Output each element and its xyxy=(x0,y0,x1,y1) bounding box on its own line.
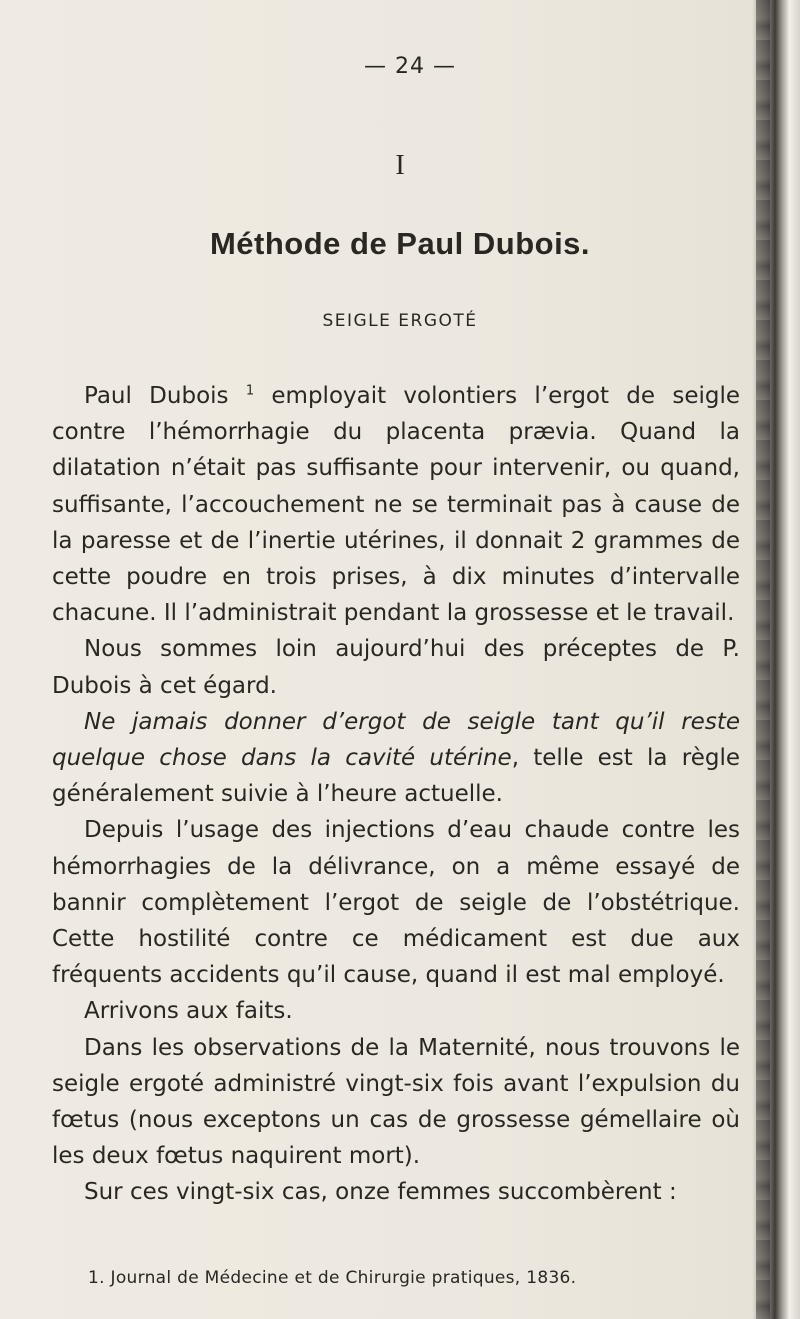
paragraph-1: Paul Dubois $^1$ employait volontiers l’ergot de seigle contre l’hémorrhagie du placenta prævia. Quand la dilatation n’était pas suffisante pour intervenir, ou quand, suffisante, l’accouchement ne se terminait pas à cause de la paresse et de l’inertie utérines, il donnait 2 grammes de cette poudre en trois prises, à dix minutes d’intervalle chacune. Il l’administrait pendant la grossesse et le travail. xyxy=(52,383,741,627)
page-number: — 24 — xyxy=(364,54,456,79)
footnote: 1. Journal de Médecine et de Chirurgie pratiques, 1836. xyxy=(88,1268,577,1288)
paragraph-2: Nous sommes loin aujourd’hui des préceptes de P. Dubois à cet égard. xyxy=(52,636,740,699)
section-title: Méthode de Paul Dubois. xyxy=(209,226,591,261)
paragraph-7: Sur ces vingt-six cas, onze femmes succombèrent : xyxy=(84,1179,677,1206)
paragraph-6: Dans les observations de la Maternité, nous trouvons le seigle ergoté administré vingt-six fois avant l’expulsion du fœtus (nous exceptons un cas de grossesse gémellaire où les deux fœtus naquirent mort). xyxy=(52,1034,740,1170)
paragraph-5: Arrivons aux faits. xyxy=(84,998,293,1025)
binding-shadow xyxy=(756,0,770,1319)
body-text xyxy=(52,378,740,1211)
italic-precept: Ne jamais donner d’ergot de seigle tant qu’il reste quelque chose dans la cavité utérine xyxy=(52,708,740,772)
paragraph-3: Ne jamais donner d’ergot de seigle tant qu’il reste quelque chose dans la cavité utérine, telle est la règle généralement suivie à l’heure actuelle. xyxy=(52,708,740,808)
section-number: I xyxy=(395,150,405,181)
footnote-marker: 1 xyxy=(245,383,255,399)
section-subtitle: SEIGLE ERGOTÉ xyxy=(322,311,478,331)
paragraph-4: Depuis l’usage des injections d’eau chaude contre les hémorrhagies de la délivrance, on a même essayé de bannir complètement l’ergot de seigle de l’obstétrique. Cette hostilité contre ce médicament est due aux fréquents accidents qu’il cause, quand il est mal employé. xyxy=(52,817,740,989)
